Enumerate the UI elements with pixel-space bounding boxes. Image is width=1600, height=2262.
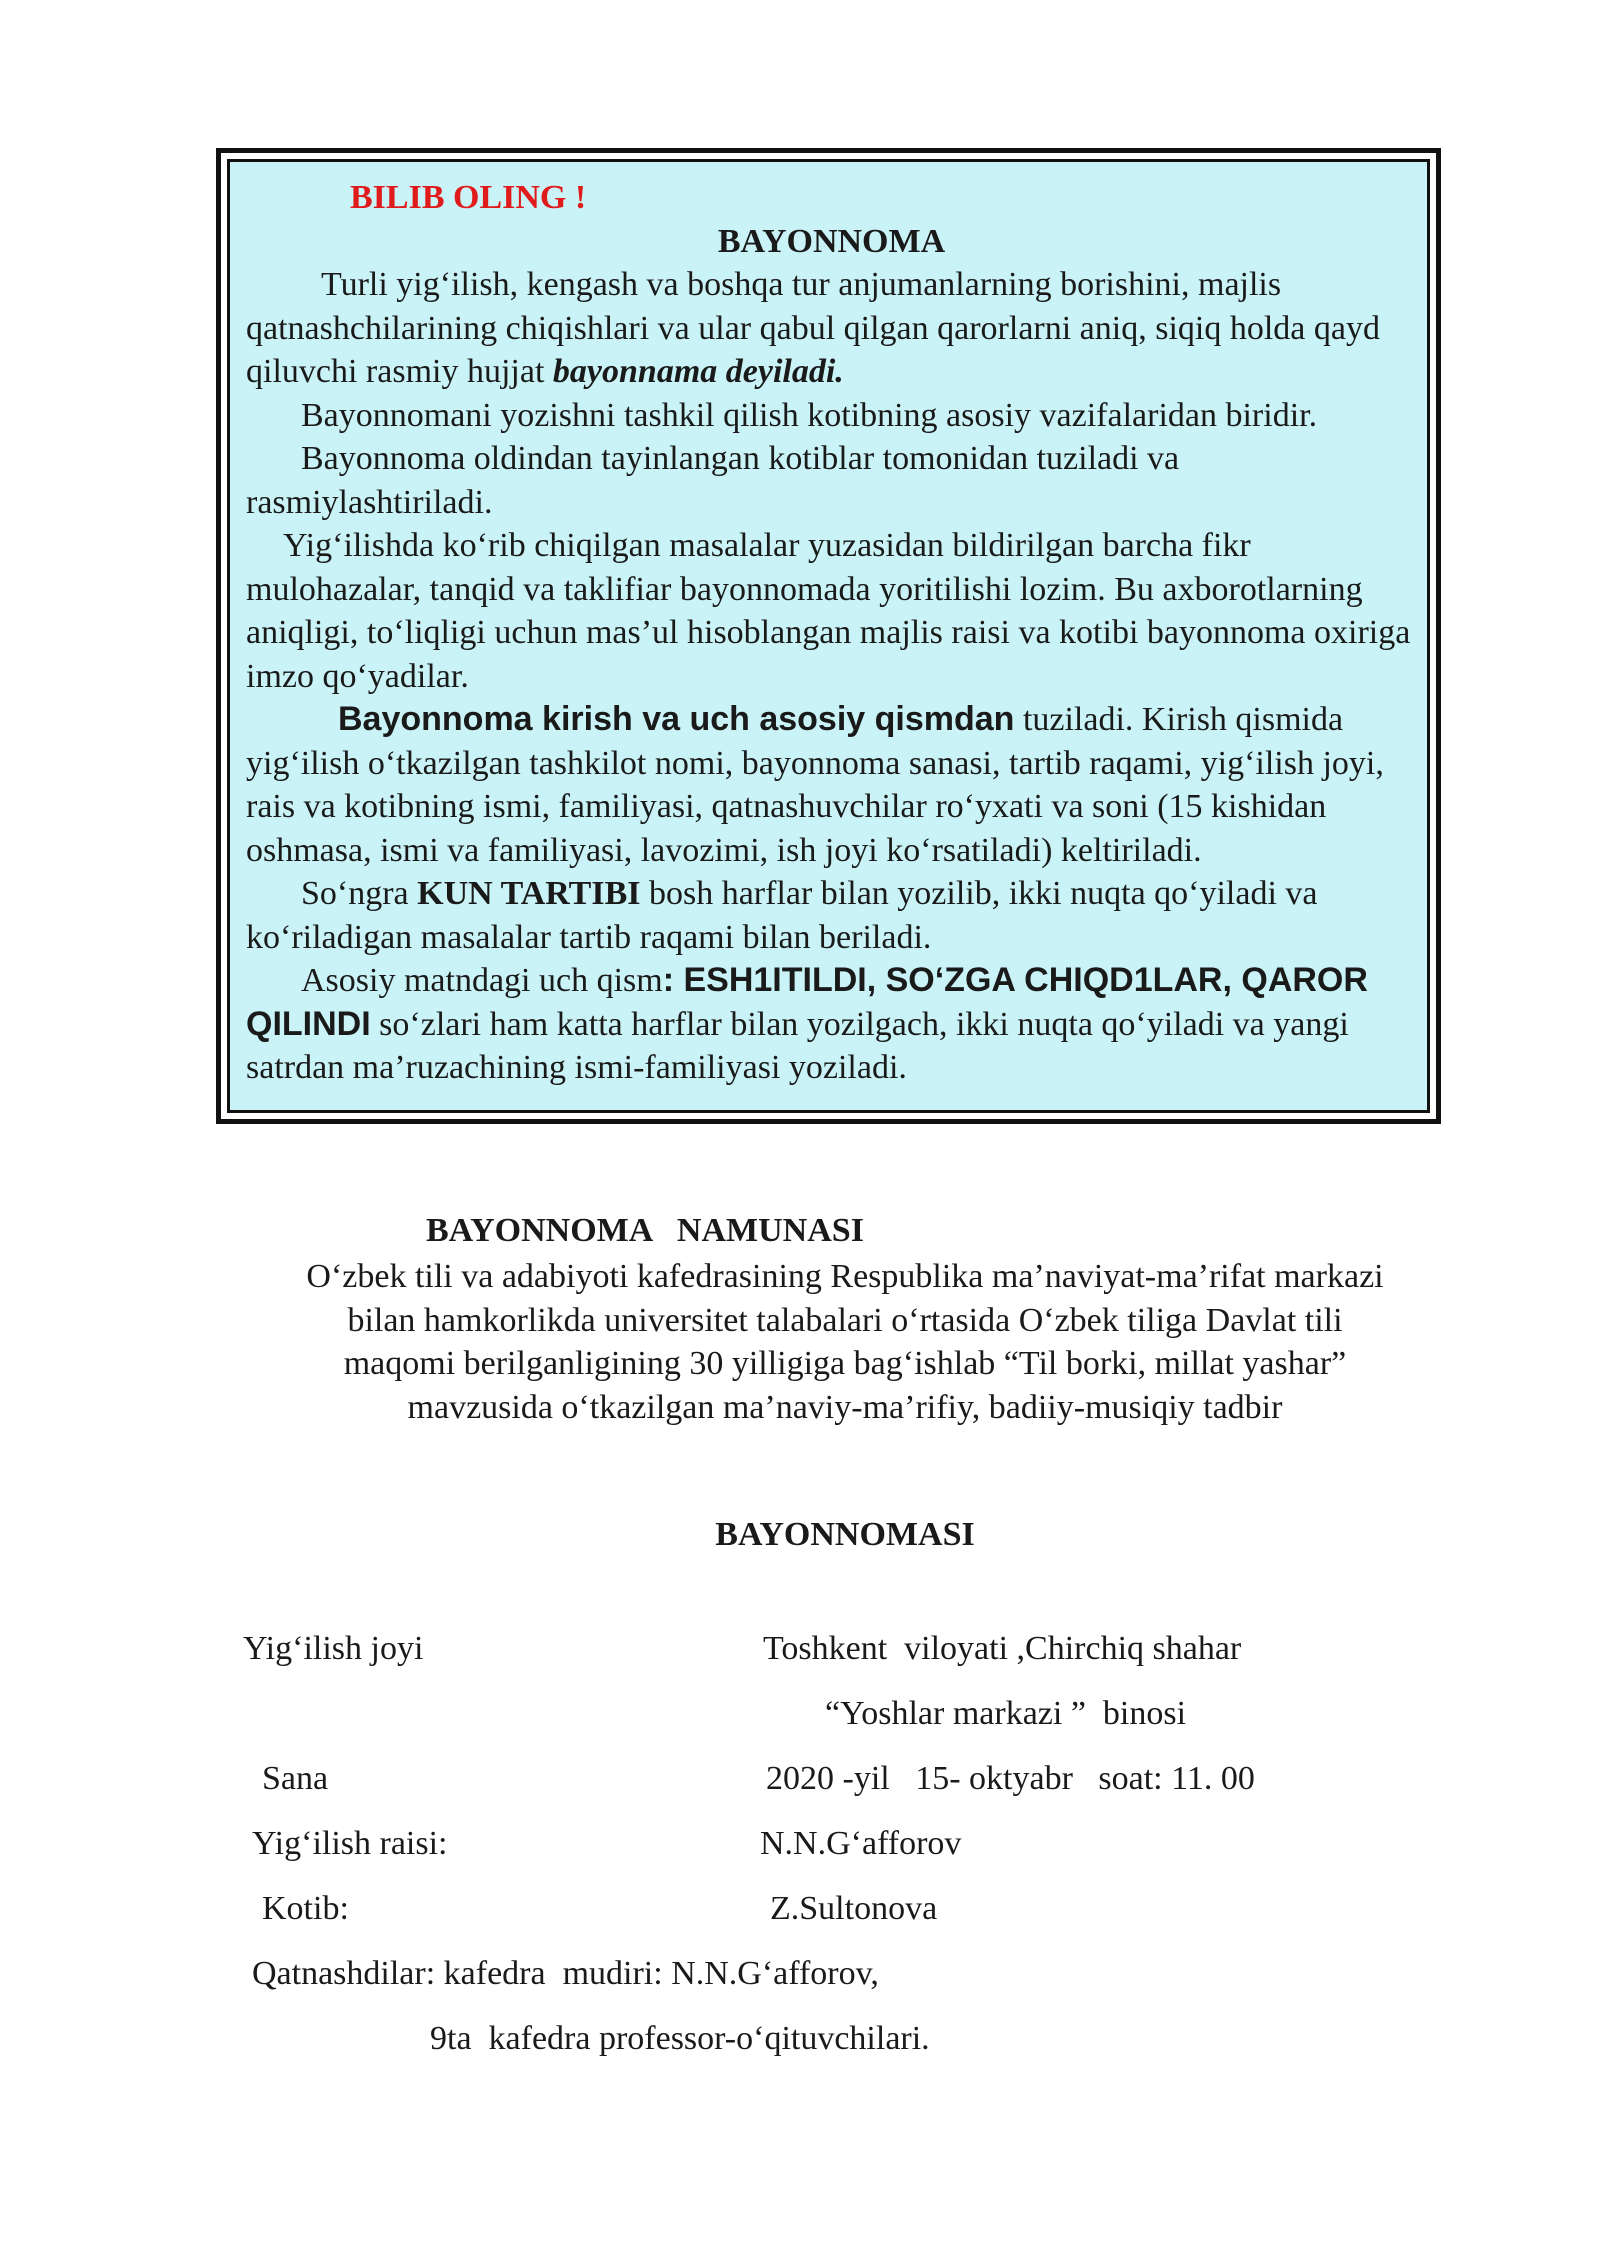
secretary-label: Kotib:	[262, 1890, 349, 1927]
attendees-line-2: 9ta kafedra professor-o‘qituvchilari.	[430, 2020, 930, 2057]
attendees-line: Qatnashdilar: kafedra mudiri: N.N.G‘afforov,	[252, 1955, 879, 1992]
date-value: 2020 -yil 15- oktyabr soat: 11. 00	[766, 1760, 1255, 1797]
info-box	[216, 148, 1441, 1124]
alert-label: BILIB OLING !	[350, 179, 587, 216]
paragraph-secretaries: Bayonnoma oldindan tayinlangan kotiblar tomonidan tuziladi va rasmiylashtiriladi.	[246, 440, 1180, 521]
paragraph-duty: Bayonnomani yozishni tashkil qilish kotibning asosiy vazifalaridan biridir.	[301, 396, 1318, 434]
place-value: Toshkent viloyati ,Chirchiq shahar	[763, 1630, 1242, 1667]
sample-description-line: O‘zbek tili va adabiyoti kafedrasining Respublika ma’naviyat-ma’rifat markazi	[306, 1258, 1384, 1295]
sample-title: BAYONNOMA NAMUNASI	[426, 1212, 864, 1249]
main-parts-rest: so‘zlari ham katta harflar bilan yozilgach, ikki nuqta qo‘yiladi va yangi satrdan ma’ruzachining ismi-familiyasi yoziladi.	[246, 1005, 1349, 1086]
agenda-rest: bosh harflar bilan yozilib, ikki nuqta qo‘yiladi va ko‘riladigan masalalar tartib raqami bilan beriladi.	[246, 875, 1318, 956]
place-value-building: “Yoshlar markazi ” binosi	[825, 1695, 1187, 1732]
date-label: Sana	[262, 1760, 329, 1797]
info-box-content	[227, 159, 1430, 1113]
paragraph-definition	[246, 263, 1417, 394]
sample-description-line: mavzusida o‘tkazilgan ma’naviy-ma’rifiy, badiiy-musiqiy tadbir	[407, 1388, 1283, 1426]
structure-rest: tuziladi. Kirish qismida yig‘ilish o‘tkazilgan tashkilot nomi, bayonnoma sanasi, tartib raqami, yig‘ilish joyi, rais va kotibning ismi, familiyasi, qatnashuvchilar ro‘yxati va soni (15 kishidan oshmasa, ismi va familiyasi, lavozimi, ish joyi ko‘rsatiladi) keltiriladi.	[246, 701, 1384, 869]
place-label: Yig‘ilish joyi	[243, 1630, 424, 1667]
agenda-pre: So‘ngra	[301, 875, 418, 912]
chair-value: N.N.G‘afforov	[760, 1825, 962, 1862]
definition-text: Turli yig‘ilish, kengash va boshqa tur anjumanlarning borishini, majlis qatnashchilarining chiqishlari va ular qabul qilgan qarorlarni aniq, siqiq holda qayd qiluvchi rasmiy hujjat	[246, 266, 1380, 390]
sample-heading: BAYONNOMASI	[715, 1516, 975, 1553]
sample-description-line: maqomi berilganligining 30 yilligiga bag‘ishlab “Til borki, millat yashar”	[343, 1345, 1347, 1382]
secretary-value: Z.Sultonova	[770, 1890, 938, 1927]
chair-label: Yig‘ilish raisi:	[252, 1825, 448, 1862]
main-parts-bold: : ESH1ITILDI, SO‘ZGA CHIQD1LAR, QAROR QILINDI	[246, 961, 1368, 1043]
main-parts-pre: Asosiy matndagi uch qism	[301, 962, 663, 999]
paragraph-structure	[246, 698, 1417, 872]
info-box-title: BAYONNOMA	[717, 222, 946, 260]
paragraph-discussion: Yig‘ilishda ko‘rib chiqilgan masalalar yuzasidan bildirilgan barcha fikr mulohazalar, tanqid va taklifiar bayonnomada yoritilishi lozim. Bu axborotlarning aniqligi, to‘liqligi uchun mas’ul hisoblangan majlis raisi va kotibi bayonnoma oxiriga imzo qo‘yadilar.	[246, 527, 1411, 695]
agenda-bold: KUN TARTIBI	[417, 875, 641, 912]
structure-bold: Bayonnoma kirish va uch asosiy qismdan	[338, 700, 1015, 738]
sample-description-line: bilan hamkorlikda universitet talabalari o‘rtasida O‘zbek tiliga Davlat tili	[347, 1301, 1343, 1339]
definition-emphasis: bayonnama deyiladi.	[552, 353, 844, 390]
sample-description	[230, 1255, 1460, 1429]
paragraph-main-parts	[246, 959, 1417, 1090]
paragraph-agenda	[246, 872, 1417, 959]
